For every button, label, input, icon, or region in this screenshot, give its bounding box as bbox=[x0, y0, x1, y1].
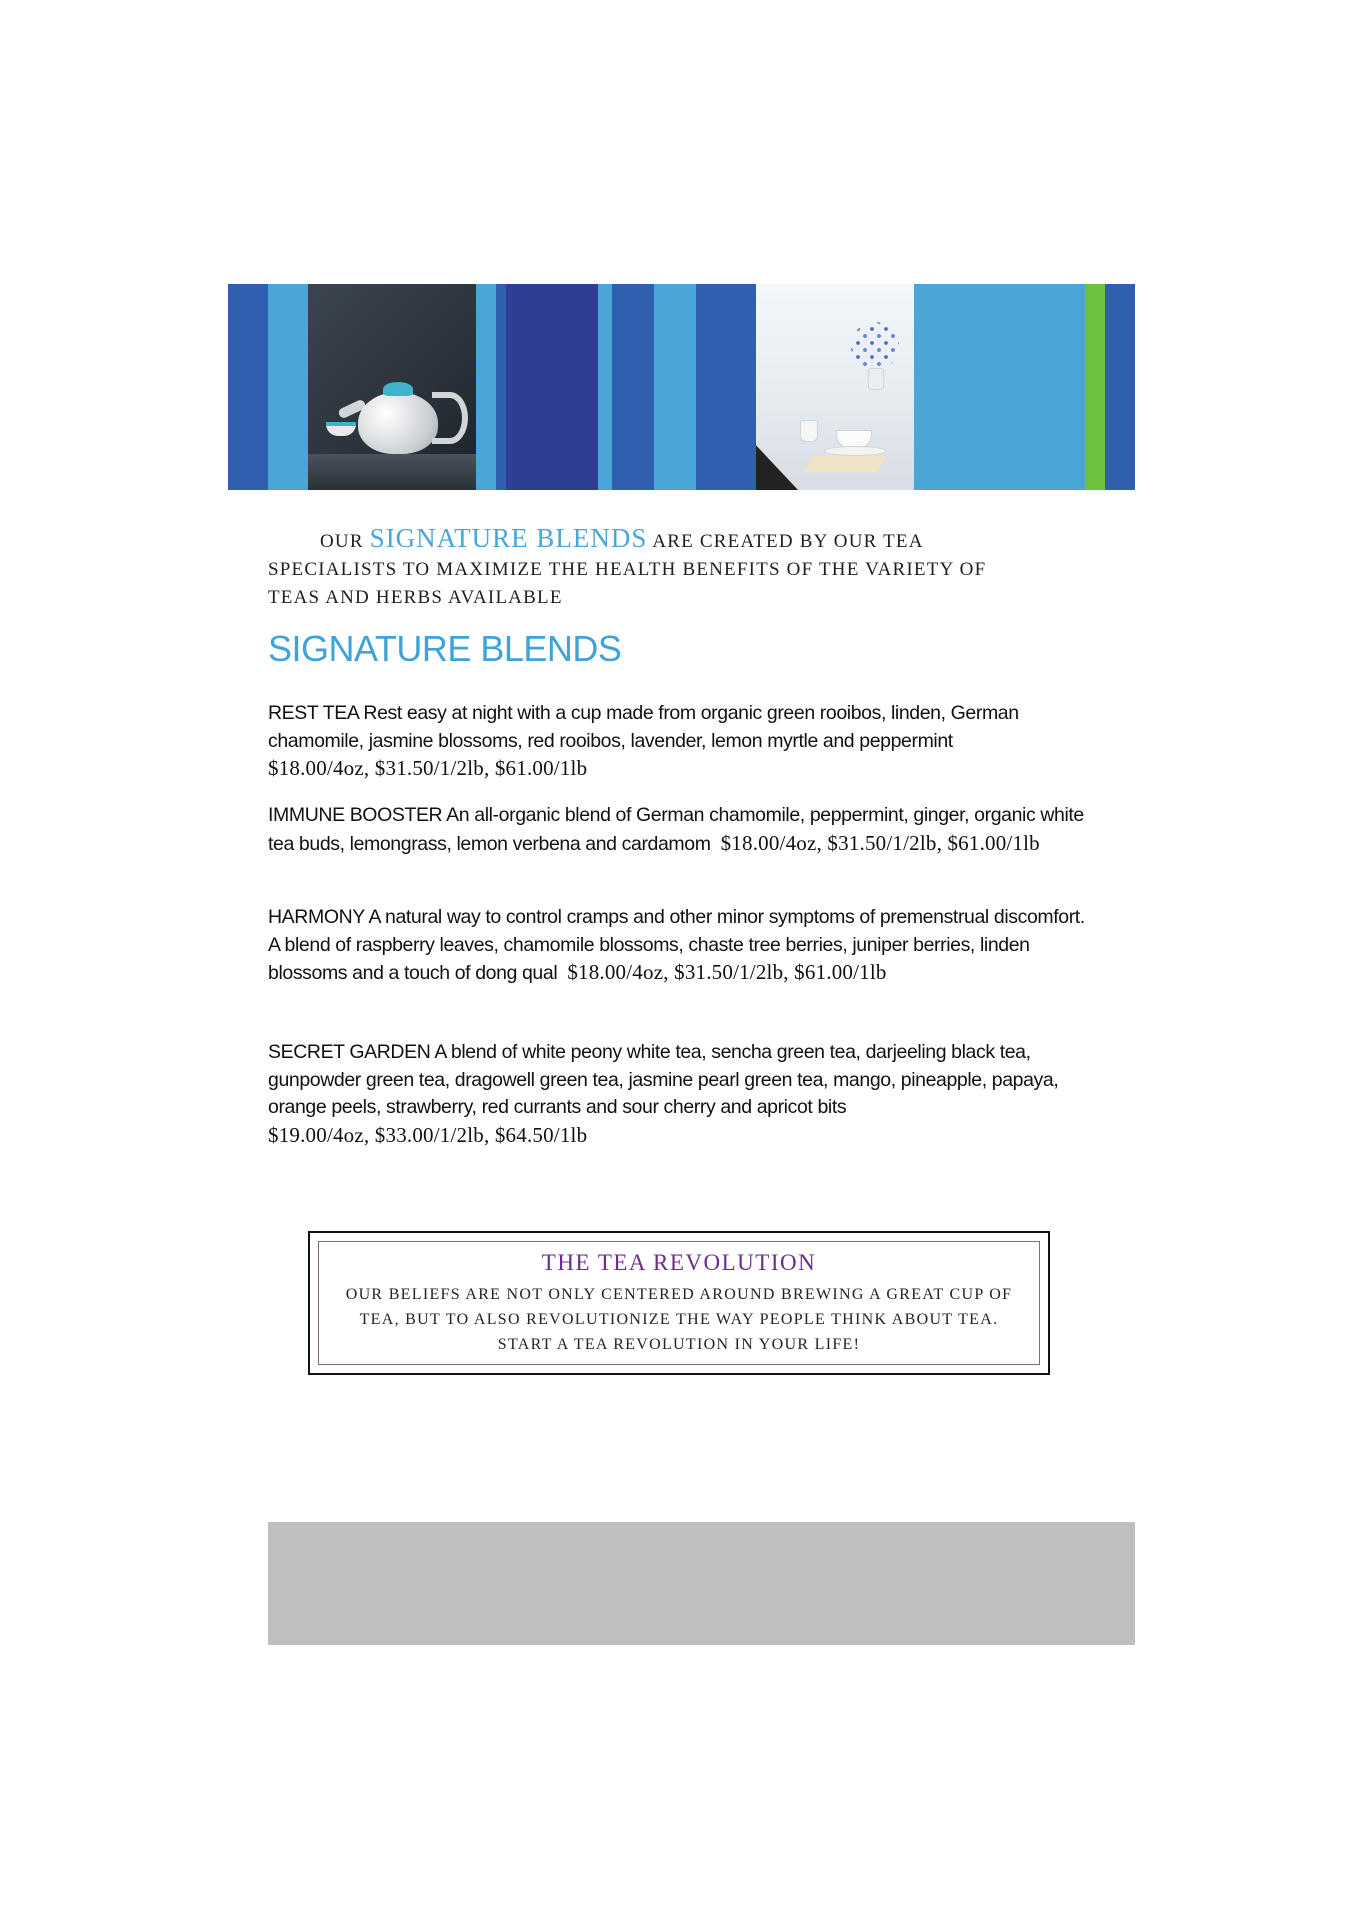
blend-price: $18.00/4oz, $31.50/1/2lb, $61.00/1lb bbox=[268, 756, 588, 780]
intro-line2: SPECIALISTS TO MAXIMIZE THE HEALTH BENEFITS OF THE VARIETY OF bbox=[268, 559, 987, 580]
header-banner bbox=[228, 284, 1135, 490]
blend-item bbox=[268, 904, 1096, 988]
tea-revolution-inner-border bbox=[318, 1241, 1040, 1365]
blend-item bbox=[268, 802, 1096, 858]
blend-item bbox=[268, 1039, 1096, 1150]
banner-stripe bbox=[696, 284, 756, 490]
banner-stripe bbox=[506, 284, 598, 490]
banner-stripe bbox=[1085, 284, 1105, 490]
section-heading: SIGNATURE BLENDS bbox=[268, 628, 622, 669]
banner-stripe bbox=[476, 284, 496, 490]
banner-stripe bbox=[914, 284, 1085, 490]
footer-bar bbox=[268, 1522, 1135, 1645]
tea-table-photo bbox=[756, 284, 914, 490]
intro-text bbox=[268, 524, 1098, 612]
blend-description: HARMONY A natural way to control cramps and other minor symptoms of premenstrual discomfort. A blend of raspberry leaves, chamomile blossoms, chaste tree berries, juniper berries, linden blossoms and a touch of dong qual bbox=[268, 906, 1085, 984]
intro-lead: OUR bbox=[320, 531, 370, 552]
intro-line1: ARE CREATED BY OUR TEA bbox=[647, 531, 924, 552]
blend-description: SECRET GARDEN A blend of white peony white tea, sencha green tea, darjeeling black tea, gunpowder green tea, dragowell green tea, jasmine pearl green tea, mango, pineapple, papaya, orange peels, strawberry, red currants and sour cherry and apricot bits bbox=[268, 1041, 1059, 1118]
tea-revolution-text: OUR BELIEFS ARE NOT ONLY CENTERED AROUND BREWING A GREAT CUP OF TEA, BUT TO ALSO REVOLUTIONIZE THE WAY PEOPLE THINK ABOUT TEA. START A TEA REVOLUTION IN YOUR LIFE! bbox=[345, 1286, 1013, 1353]
blend-price: $19.00/4oz, $33.00/1/2lb, $64.50/1lb bbox=[268, 1122, 588, 1147]
banner-stripe bbox=[598, 284, 612, 490]
blend-item bbox=[268, 700, 1096, 784]
blend-price: $18.00/4oz, $31.50/1/2lb, $61.00/1lb bbox=[720, 830, 1040, 855]
intro-line3: TEAS AND HERBS AVAILABLE bbox=[268, 587, 563, 608]
tea-revolution-box bbox=[308, 1231, 1050, 1375]
banner-stripe bbox=[496, 284, 506, 490]
banner-stripe bbox=[654, 284, 696, 490]
banner-stripe bbox=[228, 284, 268, 490]
teapot-photo bbox=[308, 284, 476, 490]
blend-description: REST TEA Rest easy at night with a cup made from organic green rooibos, linden, German chamomile, jasmine blossoms, red rooibos, lavender, lemon myrtle and peppermint bbox=[268, 702, 1019, 752]
tea-revolution-title: THE TEA REVOLUTION bbox=[541, 1250, 817, 1275]
banner-stripe bbox=[268, 284, 308, 490]
blend-description: IMMUNE BOOSTER An all-organic blend of German chamomile, peppermint, ginger, organic white tea buds, lemongrass, lemon verbena and cardamom bbox=[268, 804, 1084, 855]
banner-stripe bbox=[612, 284, 654, 490]
intro-highlight: SIGNATURE BLENDS bbox=[369, 523, 648, 553]
blend-price: $18.00/4oz, $31.50/1/2lb, $61.00/1lb bbox=[567, 960, 887, 984]
